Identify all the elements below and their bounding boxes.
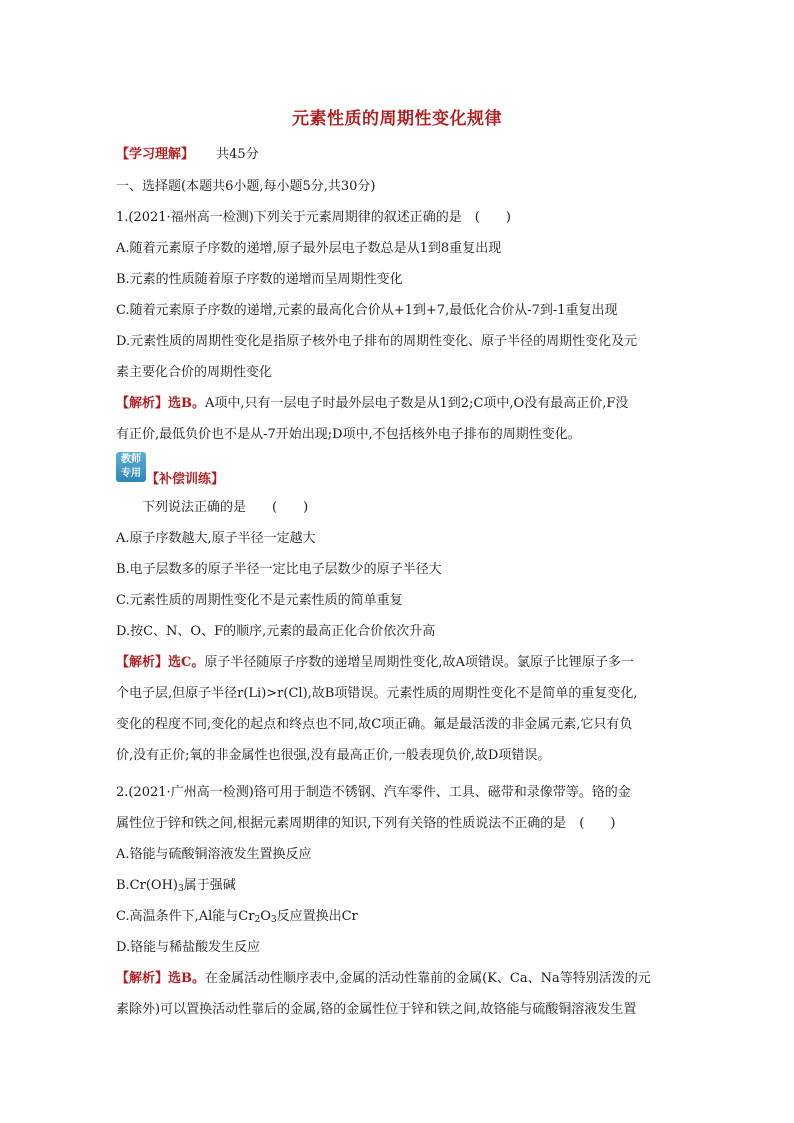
q1-stem: 1.(2021·福州高一检测)下列关于元素周期律的叙述正确的是 ( ) [116,210,511,225]
supplement-tag-text: 【补偿训练】 [146,472,225,487]
q2-option-d: D.铬能与稀盐酸发生反应 [116,940,261,955]
q2-c-subscript2: 3 [270,915,277,925]
supplement-option-c: C.元素性质的周期性变化不是元素性质的简单重复 [116,593,403,608]
q1-option-a: A.随着元素原子序数的递增,原子最外层电子数总是从1到8重复出现 [116,241,502,256]
q2-b-text: B.Cr(OH) [116,878,178,893]
supplement-analysis-line3: 变化的程度不同,变化的起点和终点也不同,故C项正确。氟是最活泼的非金属元素,它只有负 [116,717,633,732]
q2-stem-line1: 2.(2021·广州高一检测)铬可用于制造不锈钢、汽车零件、工具、磁带和录像带等。铬的金 [116,785,631,800]
q2-stem-line2: 属性位于锌和铁之间,根据元素周期律的知识,下列有关铬的性质说法不正确的是 ( ) [116,816,616,831]
analysis-tag: 【解析】 [116,396,169,411]
supplement-analysis-line4: 价,没有正价;氧的非金属性也很强,没有最高正价,一般表现负价,故D项错误。 [116,748,551,763]
analysis-text: 在金属活动性顺序表中,金属的活动性靠前的金属(K、Ca、Na等特别活泼的元 [205,971,651,986]
analysis-tag: 【解析】 [116,655,169,670]
page-title: 元素性质的周期性变化规律 [292,109,502,129]
q1-analysis-line1 [116,395,696,413]
q1-analysis-line2: 有正价,最低负价也不是从-7开始出现;D项中,不包括核外电子排布的周期性变化。 [116,427,581,442]
q2-c-text-end: 反应置换出Cr [276,909,358,924]
badge-line2: 专用 [121,468,141,479]
q2-analysis-line1 [116,970,696,988]
answer-choice: 选C。 [168,655,205,670]
analysis-tag: 【解析】 [116,971,169,986]
supplement-option-b: B.电子层数多的原子半径一定比电子层数少的原子半径大 [116,562,442,577]
section-score: 共45分 [216,147,259,162]
q2-option-c [116,908,696,929]
q2-option-a: A.铬能与硫酸铜溶液发生置换反应 [116,847,312,862]
badge-line1: 教师 [121,454,141,465]
q1-option-c: C.随着元素原子序数的递增,元素的最高化合价从+1到+7,最低化合价从-7到-1重复出现 [116,303,618,318]
section-tag: 【学习理解】 [116,147,195,162]
supplement-analysis-line1 [116,654,696,672]
analysis-text: 原子半径随原子序数的递增呈周期性变化,故A项错误。氯原子比锂原子多一 [204,655,634,670]
q2-b-subscript: 3 [178,884,184,894]
q2-b-text-end: 属于强碱 [183,878,236,893]
supplement-option-a: A.原子序数越大,原子半径一定越大 [116,531,316,546]
supplement-analysis-line2: 个电子层,但原子半径r(Li)>r(Cl),故B项错误。元素性质的周期性变化不是简单的重复变化, [116,686,638,701]
q2-c-subscript1: 2 [254,915,261,925]
q2-analysis-line2: 素除外)可以置换活动性靠后的金属,铬的金属性位于锌和铁之间,故铬能与硫酸铜溶液发生置 [116,1002,637,1017]
teacher-only-badge-icon [116,452,146,482]
answer-choice: 选B。 [168,971,206,986]
part-heading: 一、选择题(本题共6小题,每小题5分,共30分) [116,179,376,194]
supplement-stem: 下列说法正确的是 ( ) [142,500,309,515]
q1-option-d-line1: D.元素性质的周期性变化是指原子核外电子排布的周期性变化、原子半径的周期性变化及元 [116,334,638,349]
q1-option-b: B.元素的性质随着原子序数的递增而呈周期性变化 [116,272,403,287]
q1-option-d-line2: 素主要化合价的周期性变化 [116,365,273,380]
q2-c-text: C.高温条件下,Al能与Cr [116,909,255,924]
q2-c-text-mid: O [260,909,271,924]
section-header [116,146,696,164]
answer-choice: 选B。 [168,396,206,411]
supplement-option-d: D.按C、N、O、F的顺序,元素的最高正化合价依次升高 [116,624,436,639]
analysis-text: A项中,只有一层电子时最外层电子数是从1到2;C项中,O没有最高正价,F没 [205,396,629,411]
supplement-tag [146,471,686,489]
q2-option-b [116,877,696,898]
